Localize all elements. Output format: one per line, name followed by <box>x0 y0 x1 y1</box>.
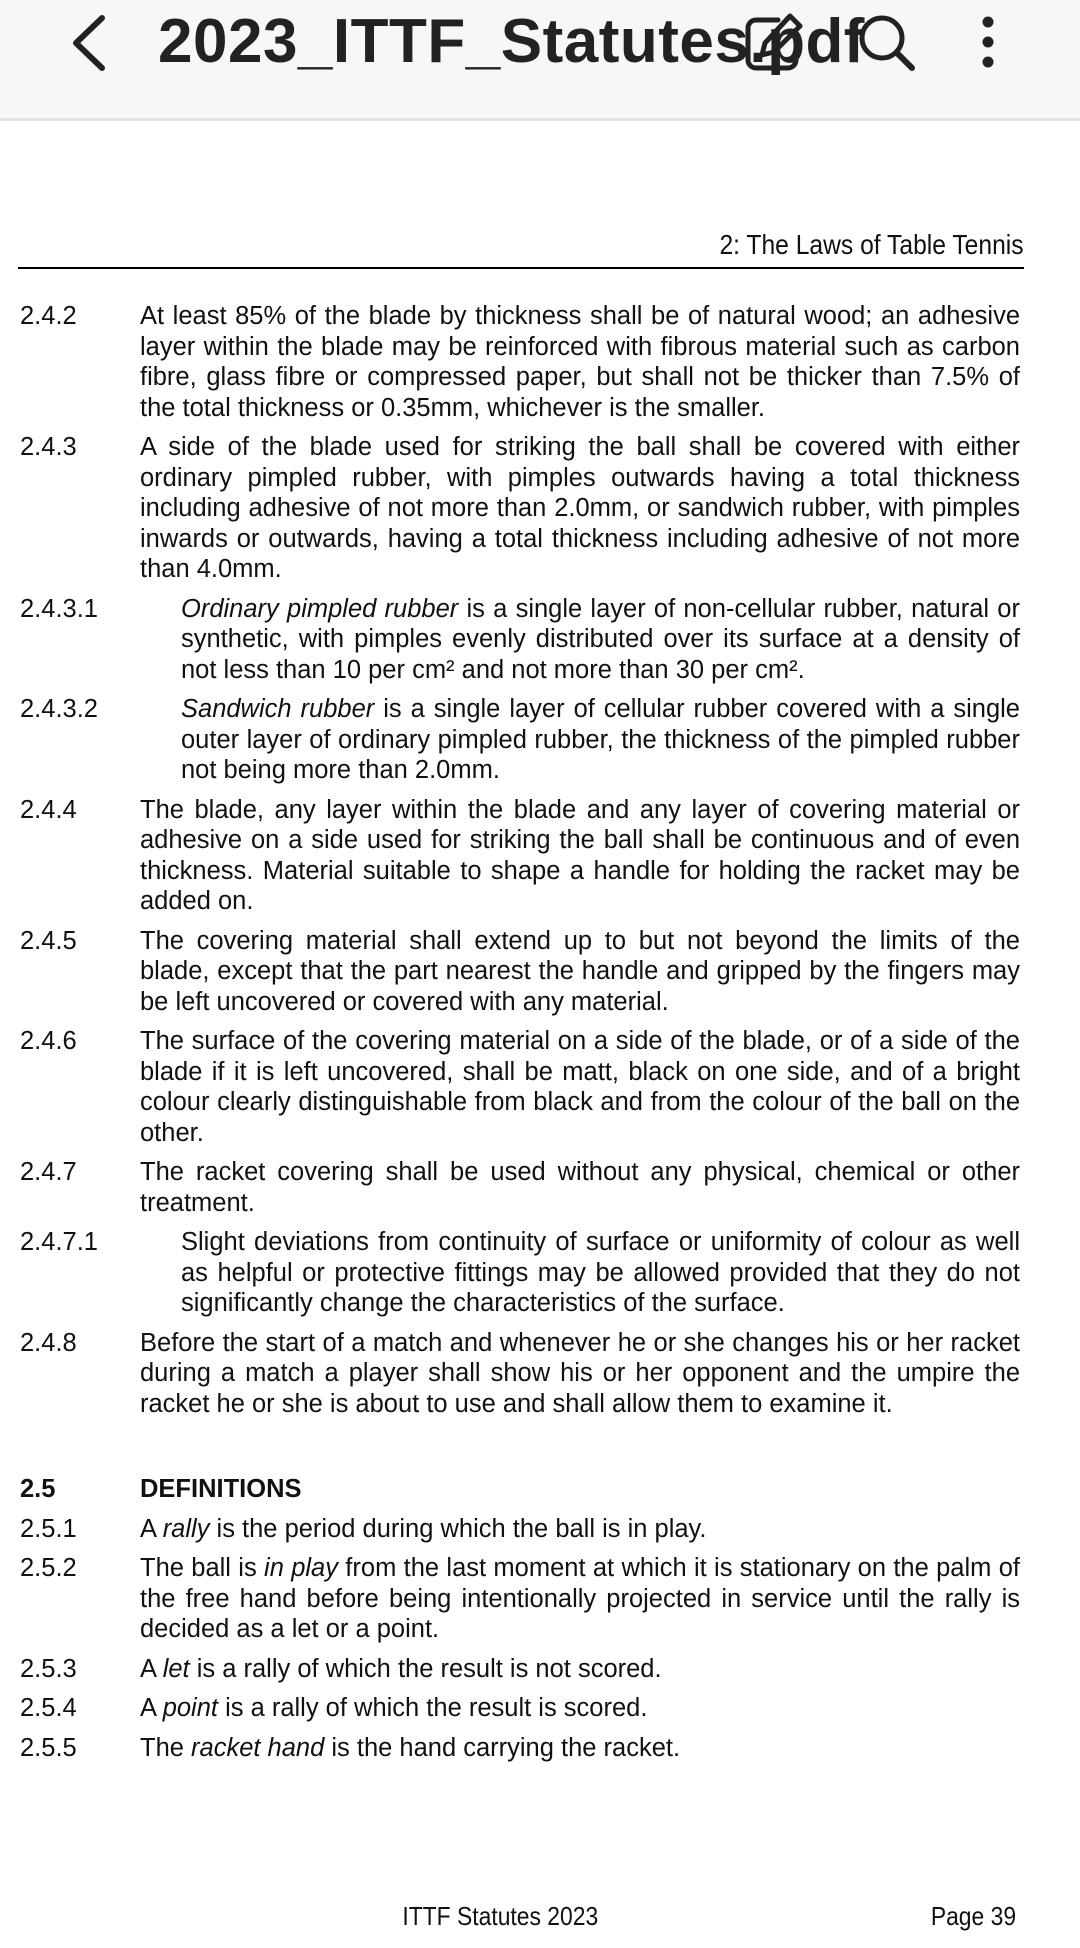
defined-term: let <box>162 1654 190 1683</box>
rule-paragraph <box>20 1553 1020 1645</box>
rule-text: A rally is the period during which the ball is in play. <box>140 1514 707 1543</box>
rule-number: 2.4.4 <box>20 795 77 824</box>
rules-list <box>20 301 1020 1419</box>
rule-text: Ordinary pimpled rubber is a single layer of non-cellular rubber, natural or synthetic, with pimples evenly distributed over its surface at a density of not less than 10 per cm² and not more than 30 per cm². <box>181 594 1020 684</box>
chevron-left-icon <box>66 8 116 78</box>
rule-paragraph <box>20 795 1020 917</box>
rule-paragraph <box>20 1026 1020 1148</box>
rule-number: 2.4.2 <box>20 302 77 330</box>
rule-number: 2.4.7 <box>20 1158 77 1186</box>
section-number: 2.5 <box>20 1475 56 1503</box>
rule-text: At least 85% of the blade by thickness shall be of natural wood; an adhesive layer within the blade may be reinforced with fibrous material such as carbon fibre, glass fibre or compressed paper, but shall not be thicker than 7.5% of the total thickness or 0.35mm, whichever is the smaller. <box>140 302 1020 422</box>
rule-text: Before the start of a match and whenever he or she changes his or her racket during a match a player shall show his or her opponent and the umpire the racket he or she is about to use and shall allow them to examine it. <box>140 1328 1020 1418</box>
rule-number: 2.4.6 <box>20 1027 77 1055</box>
rule-number: 2.4.3 <box>20 433 77 461</box>
rule-text: A let is a rally of which the result is not scored. <box>140 1654 662 1683</box>
rule-text: The racket covering shall be used without any physical, chemical or other treatment. <box>140 1158 1020 1217</box>
rule-text: The ball is in play from the last moment at which it is stationary on the palm of the free hand before being intentionally projected in service until the rally is decided as a let or a point. <box>140 1554 1020 1643</box>
rule-paragraph <box>20 926 1020 1018</box>
search-button[interactable] <box>852 8 922 78</box>
rule-paragraph <box>20 1514 1020 1545</box>
defined-term: rally <box>162 1514 210 1543</box>
rule-number: 2.4.5 <box>20 926 77 955</box>
back-button[interactable] <box>66 8 116 78</box>
edit-pen-icon <box>738 8 808 78</box>
defined-term: point <box>162 1694 218 1722</box>
rule-text: The surface of the covering material on a side of the blade, or of a side of the blade if it is left uncovered, shall be matt, black on one side, and of a bright colour clearly distinguishable from black and from the colour of the ball on the other. <box>140 1027 1020 1147</box>
rule-paragraph <box>20 1693 1020 1724</box>
rule-paragraph <box>20 594 1020 686</box>
rule-number: 2.5.1 <box>20 1514 77 1543</box>
section-heading <box>20 1474 1020 1505</box>
more-vertical-icon <box>958 8 1028 78</box>
rule-paragraph <box>20 1328 1020 1420</box>
document-title: 2023_ITTF_Statutes.pdf <box>158 7 865 76</box>
rule-number: 2.4.8 <box>20 1328 77 1357</box>
footer-document-name: ITTF Statutes 2023 <box>402 1901 598 1931</box>
rule-text: The covering material shall extend up to but not beyond the limits of the blade, except that the part nearest the handle and gripped by the fingers may be left uncovered or covered with any material. <box>140 926 1020 1016</box>
rule-paragraph <box>20 301 1020 423</box>
rule-paragraph <box>20 1654 1020 1685</box>
rule-paragraph <box>20 1733 1020 1764</box>
footer-page-number: Page 39 <box>930 1901 1017 1931</box>
rule-paragraph <box>20 1227 1020 1319</box>
section-title: DEFINITIONS <box>140 1475 302 1503</box>
rule-number: 2.5.4 <box>20 1694 77 1722</box>
definitions-list <box>20 1514 1020 1764</box>
pdf-page[interactable] <box>0 121 1080 1948</box>
rule-text: A side of the blade used for striking the ball shall be covered with either ordinary pimpled rubber, with pimples outwards having a total thickness including adhesive of not more than 2.0mm, or sandwich rubber, with pimples inwards or outwards, having a total thickness including adhesive of not more than 4.0mm. <box>140 433 1020 583</box>
defined-term: racket hand <box>191 1733 325 1762</box>
rule-text: Slight deviations from continuity of surface or uniformity of colour as well as helpful or protective fittings may be allowed provided that they do not significantly change the characteristics of the surface. <box>181 1228 1020 1317</box>
rule-number: 2.4.3.2 <box>20 695 98 723</box>
rule-text: The blade, any layer within the blade and any layer of covering material or adhesive on a side used for striking the ball shall be continuous and of even thickness. Material suitable to shape a handle for holding the racket may be added on. <box>140 795 1020 915</box>
page-content <box>20 301 1020 1772</box>
defined-term: Ordinary pimpled rubber <box>181 594 459 623</box>
rule-text: A point is a rally of which the result is scored. <box>140 1694 648 1722</box>
search-icon <box>852 8 922 78</box>
rule-number: 2.5.3 <box>20 1654 77 1683</box>
app-bar <box>0 0 1080 121</box>
rule-number: 2.4.7.1 <box>20 1228 98 1256</box>
rule-paragraph <box>20 694 1020 786</box>
defined-term: in play <box>264 1554 338 1582</box>
rule-text: Sandwich rubber is a single layer of cellular rubber covered with a single outer layer of ordinary pimpled rubber, the thickness of the pimpled rubber not being more than 2.0mm. <box>181 695 1020 784</box>
edit-button[interactable] <box>738 8 808 78</box>
rule-number: 2.5.2 <box>20 1554 77 1582</box>
rule-number: 2.4.3.1 <box>20 594 98 623</box>
rule-text: The racket hand is the hand carrying the racket. <box>140 1733 681 1762</box>
more-options-button[interactable] <box>958 8 1028 78</box>
running-head: 2: The Laws of Table Tennis <box>18 227 1024 269</box>
rule-number: 2.5.5 <box>20 1733 77 1762</box>
rule-paragraph <box>20 432 1020 585</box>
rule-paragraph <box>20 1157 1020 1218</box>
defined-term: Sandwich rubber <box>181 695 375 723</box>
